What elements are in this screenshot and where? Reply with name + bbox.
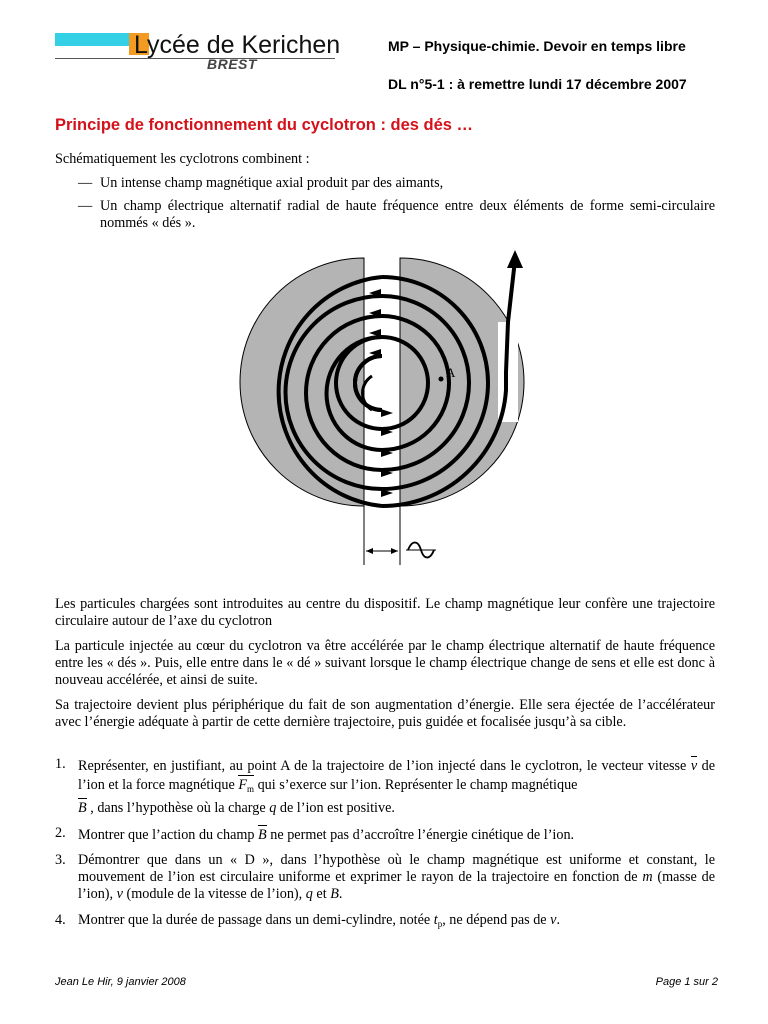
- question-text: Démontrer que dans un « D », dans l’hypothèse où le champ magnétique est uniforme et constant, le mouvement de l’ion est circulaire uniforme et exprimer le rayon de la trajectoire en fonction de m (masse de l’ion), v (module de la vitesse de l’ion), q et B.: [78, 852, 716, 902]
- question-number: 4.: [55, 912, 66, 928]
- paragraph: La particule injectée au cœur du cyclotron va être accélérée par le champ électrique alternatif de haute fréquence entre les « dés ». Puis, elle entre dans le « dé » suivant lorsque le champ électrique change de sens et elle est donc à nouveau accélérée, et ainsi de suite.: [55, 638, 715, 688]
- list-item-text: Un intense champ magnétique axial produit par des aimants,: [100, 175, 444, 191]
- point-a-label: A: [446, 365, 456, 380]
- point-a-marker: [439, 377, 444, 382]
- question-3: [55, 852, 715, 903]
- vector-v: v: [690, 758, 698, 774]
- question-4: [55, 912, 715, 933]
- assignment-due: DL n°5-1 : à remettre lundi 17 décembre 2007: [388, 76, 687, 92]
- list-dash: —: [78, 175, 93, 191]
- footer-page-number: Page 1 sur 2: [655, 976, 718, 988]
- school-city: BREST: [207, 56, 257, 72]
- question-text: Montrer que la durée de passage dans un demi-cylindre, notée $t_p$, ne dépend pas de v.: [78, 912, 561, 929]
- school-name: Lycée de Kerichen: [134, 31, 341, 59]
- page-title: Principe de fonctionnement du cyclotron : des dés …: [55, 116, 474, 134]
- ac-source-icon: [406, 543, 436, 558]
- paragraph: Sa trajectoire devient plus périphérique du fait de son augmentation d’énergie. Elle sera éjectée de l’accélérateur avec l’énergie adéquate à partir de cette dernière trajectoire, puis guidée et focalisée jusqu’à sa cible.: [55, 697, 715, 730]
- question-2: [55, 825, 715, 844]
- symbol-tp: $t_p$: [433, 912, 443, 929]
- list-dash: —: [78, 198, 93, 214]
- question-number: 1.: [55, 756, 66, 772]
- question-number: 3.: [55, 852, 66, 868]
- question-text: Représenter, en justifiant, au point A de la trajectoire de l’ion injecté dans le cyclotron, le vecteur vitesse v de l’ion et la force magnétique $F_m$ qui s’exerce sur l’ion. Représenter le champ magnétique B , dans l’hypothèse où la charge q de l’ion est positive.: [78, 758, 716, 816]
- paragraph: Les particules chargées sont introduites au centre du dispositif. Le champ magnétique leur confère une trajectoire circulaire autour de l’axe du cyclotron: [55, 596, 715, 629]
- list-item-text: Un champ électrique alternatif radial de haute fréquence entre deux éléments de forme semi-circulaire nommés « dés ».: [100, 198, 715, 231]
- footer-author: Jean Le Hir, 9 janvier 2008: [55, 976, 186, 988]
- vector-b: B: [258, 827, 267, 843]
- vector-f: $F_m$: [238, 775, 254, 798]
- vector-b: B: [78, 800, 87, 816]
- intro-text: Schématiquement les cyclotrons combinent :: [55, 151, 310, 167]
- question-number: 2.: [55, 825, 66, 841]
- question-1: [55, 756, 715, 817]
- course-title: MP – Physique-chimie. Devoir en temps libre: [388, 38, 686, 54]
- question-text: Montrer que l’action du champ B ne permet pas d’accroître l’énergie cinétique de l’ion.: [78, 827, 575, 843]
- left-dee: [240, 258, 364, 506]
